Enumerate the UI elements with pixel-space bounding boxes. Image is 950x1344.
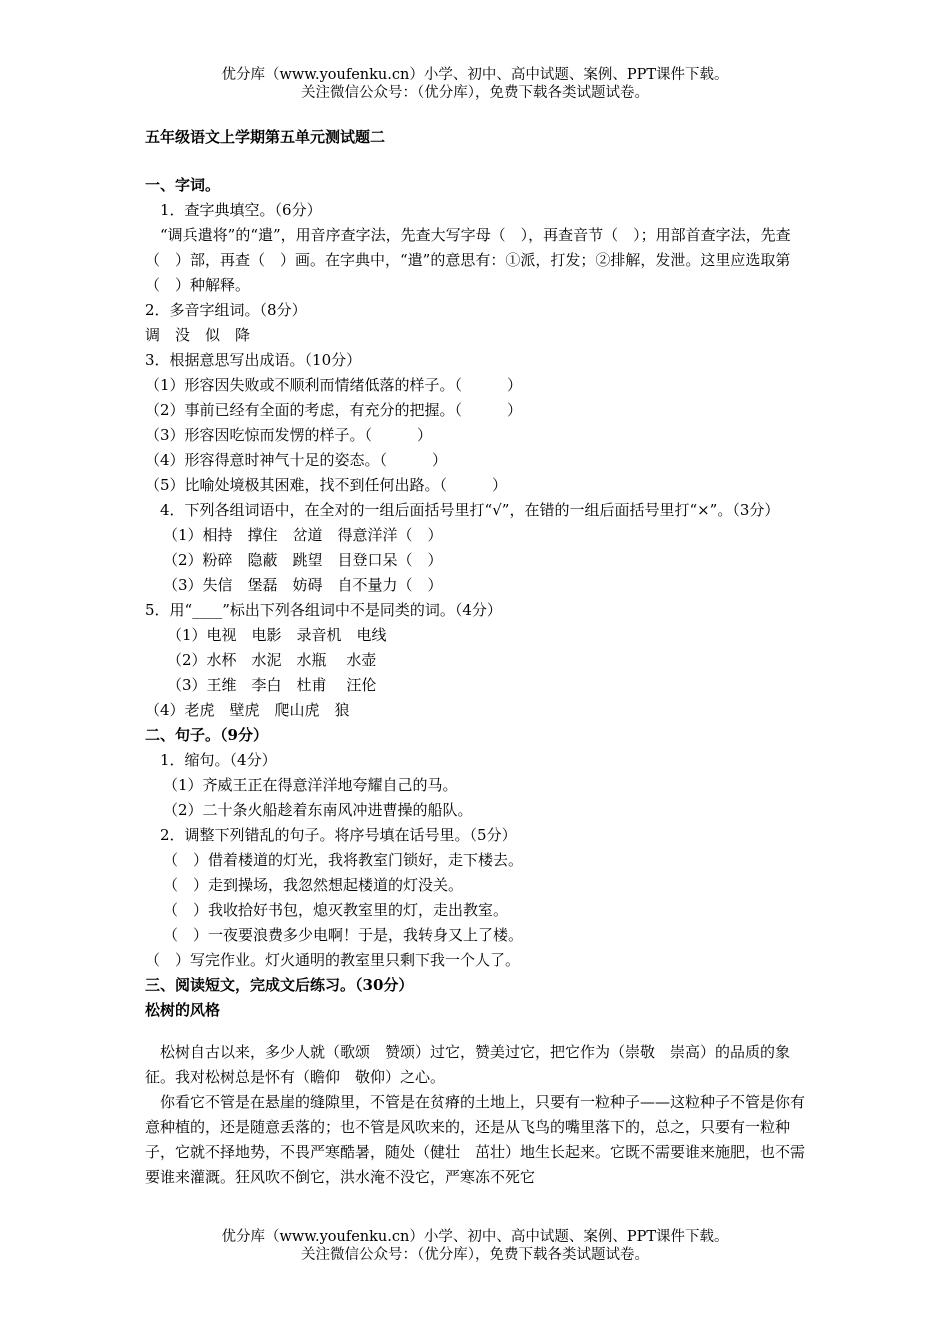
header-line-1: 优分库（www.youfenku.cn）小学、初中、高中试题、案例、PPT课件下载。 — [221, 67, 729, 83]
s1-q4-item: （1）相持 撑住 岔道 得意洋洋（ ） — [163, 526, 443, 544]
s1-q3-item: （2）事前已经有全面的考虑，有充分的把握。（ ） — [145, 401, 523, 419]
s1-q3-item: （5）比喻处境极其困难，找不到任何出路。（ ） — [145, 476, 508, 494]
s2-q2-item: （ ）借着楼道的灯光，我将教室门锁好，走下楼去。 — [163, 851, 524, 869]
document-body — [145, 122, 817, 1190]
s1-q2-title: 2．多音字组词。（8分） — [145, 301, 307, 319]
s2-q1-item: （2）二十条火船趁着东南风冲进曹操的船队。 — [163, 801, 473, 819]
s2-q2-item: （ ）走到操场，我忽然想起楼道的灯没关。 — [163, 876, 464, 894]
s1-q4-title: 4．下列各组词语中，在全对的一组后面括号里打“√”，在错的一组后面括号里打“×”。（3分） — [160, 501, 780, 519]
s1-q3-item: （3）形容因吃惊而发愣的样子。（ ） — [145, 426, 433, 444]
section-3-heading: 三、阅读短文，完成文后练习。（30分） — [145, 976, 414, 994]
doc-title: 五年级语文上学期第五单元测试题二 — [145, 128, 386, 146]
s1-q1-title: 1．查字典填空。（6分） — [160, 201, 322, 219]
page-footer — [0, 1228, 950, 1264]
s2-q2-item: （ ）写完作业。灯火通明的教室里只剩下我一个人了。 — [145, 951, 521, 969]
s1-q4-item: （2）粉碎 隐蔽 跳望 目登口呆（ ） — [163, 551, 443, 569]
s1-q4-item: （3）失信 堡磊 妨碍 自不量力（ ） — [163, 576, 443, 594]
s2-q2-title: 2．调整下列错乱的句子。将序号填在话号里。（5分） — [160, 826, 517, 844]
article-title: 松树的风格 — [145, 1001, 221, 1019]
section-1-heading: 一、字词。 — [145, 176, 221, 194]
footer-line-1: 优分库（www.youfenku.cn）小学、初中、高中试题、案例、PPT课件下载。 — [221, 1229, 729, 1245]
s1-q5-item: （4）老虎 壁虎 爬山虎 狼 — [145, 701, 350, 719]
section-2-heading: 二、句子。（9分） — [145, 726, 268, 744]
s2-q1-item: （1）齐威王正在得意洋洋地夸耀自己的马。 — [163, 776, 458, 794]
s2-q2-item: （ ）我收拾好书包，熄灭教室里的灯，走出教室。 — [163, 901, 509, 919]
s2-q2-item: （ ）一夜要浪费多少电啊！于是，我转身又上了楼。 — [163, 926, 524, 944]
s1-q5-item: （1）电视 电影 录音机 电线 — [167, 626, 387, 644]
s1-q5-item: （2）水杯 水泥 水瓶 水壶 — [167, 651, 377, 669]
s1-q1-text: “调兵遣将”的“遣”，用音序查字法，先查大写字母（ ），再查音节（ ）；用部首查字法，先查（ ）部，再查（ ）画。在字典中，“遣”的意思有：①派，打发；②排解，发泄。这里应选取第（ ）种解释。 — [145, 226, 791, 294]
s1-q3-title: 3．根据意思写出成语。（10分） — [145, 351, 362, 369]
s2-q1-title: 1．缩句。（4分） — [160, 751, 277, 769]
article-paragraph-2: 你看它不管是在悬崖的缝隙里，不管是在贫瘠的土地上，只要有一粒种子——这粒种子不管是你有意种植的，还是随意丢落的；也不管是风吹来的，还是从飞鸟的嘴里落下的，总之，只要有一粒种子，它就不择地势，不畏严寒酷暑，随处（健壮 茁壮）地生长起来。它既不需要谁来施肥，也不需要谁来灌溉。狂风吹不倒它，洪水淹不没它，严寒冻不死它 — [145, 1093, 806, 1186]
s1-q5-item: （3）王维 李白 杜甫 汪伦 — [167, 676, 377, 694]
header-line-2: 关注微信公众号：（优分库），免费下载各类试题试卷。 — [301, 85, 649, 101]
s1-q5-title: 5．用“____”标出下列各组词中不是同类的词。（4分） — [145, 601, 502, 619]
article-paragraph-1: 松树自古以来，多少人就（歌颂 赞颂）过它，赞美过它，把它作为（崇敬 崇高）的品质的象征。我对松树总是怀有（瞻仰 敬仰）之心。 — [145, 1043, 791, 1086]
footer-line-2: 关注微信公众号：（优分库），免费下载各类试题试卷。 — [301, 1247, 649, 1263]
page-header — [0, 66, 950, 102]
s1-q3-item: （1）形容因失败或不顺利而情绪低落的样子。（ ） — [145, 376, 523, 394]
s1-q3-item: （4）形容得意时神气十足的姿态。（ ） — [145, 451, 448, 469]
s1-q2-words: 调 没 似 降 — [145, 326, 251, 344]
